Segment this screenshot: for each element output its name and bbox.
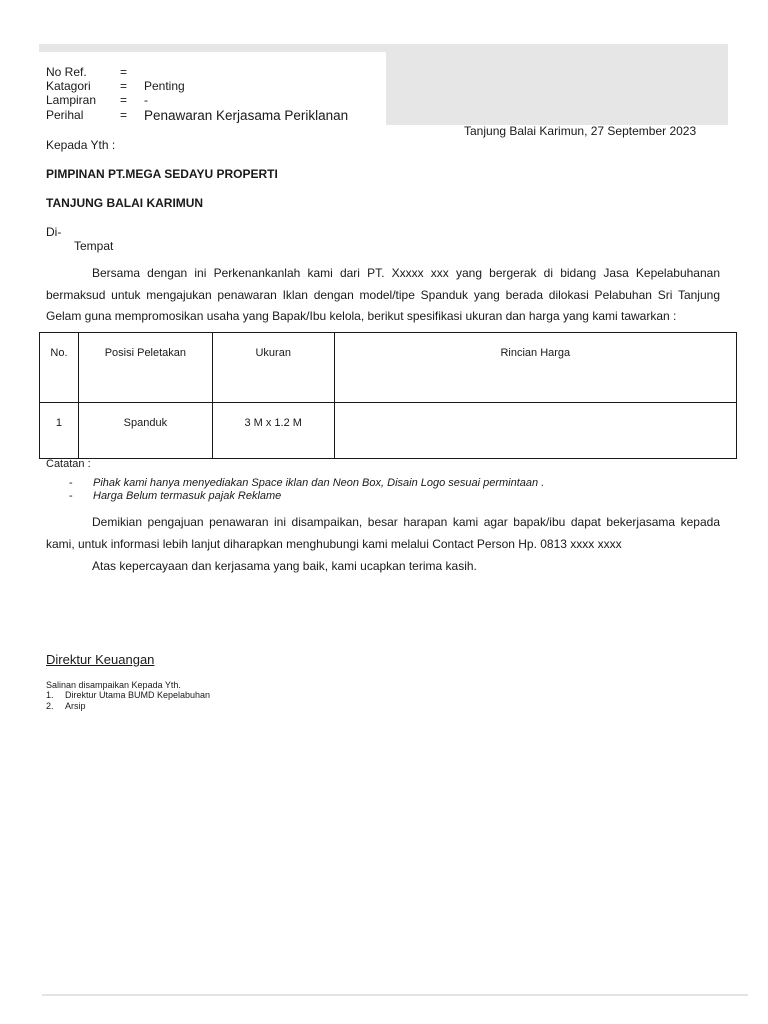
meta-key: Katagori (46, 79, 91, 93)
intro-paragraph (46, 263, 720, 328)
closing-text: Demikian pengajuan penawaran ini disampaikan, besar harapan kami agar bapak/ibu dapat bekerjasama kepada kami, untuk informasi lebih lanjut diharapkan menghubungi kami melalui Contact Person Hp. 0813 xxxx xxxx (46, 515, 720, 551)
bullet-dash-icon: - (69, 477, 73, 489)
meta-key: Perihal (46, 108, 84, 122)
recipient-name: PIMPINAN PT.MEGA SEDAYU PROPERTI (46, 167, 278, 181)
table-header-row (40, 333, 737, 403)
cc-item (46, 690, 210, 701)
note-item: Pihak kami hanya menyediakan Space iklan dan Neon Box, Disain Logo sesuai permintaan . (93, 477, 545, 489)
cc-item-number: 1. (46, 690, 54, 700)
meta-key: No Ref. (46, 65, 87, 79)
intro-text: Bersama dengan ini Perkenankanlah kami dari PT. Xxxxx xxx yang bergerak di bidang Jasa Kepelabuhanan bermaksud untuk mengajukan penawaran Iklan dengan model/tipe Spanduk yang berada dilokasi Pelabuhan Sri Tanjung Gelam guna mempromosikan usaha yang Bapak/Ibu kelola, berikut spesifikasi ukuran dan harga yang kami tawarkan : (46, 266, 720, 323)
meta-sep: = (120, 93, 128, 107)
cell-position: Spanduk (78, 402, 212, 458)
table-row (40, 402, 737, 458)
header-shade-right (386, 44, 728, 125)
cc-label: Salinan disampaikan Kepada Yth. (46, 680, 181, 690)
cell-no: 1 (40, 402, 79, 458)
cc-item (46, 701, 86, 712)
meta-value: - (144, 93, 148, 107)
letter-date: Tanjung Balai Karimun, 27 September 2023 (464, 124, 697, 138)
cc-item-text: Arsip (65, 701, 86, 711)
cell-price (334, 402, 736, 458)
thanks-paragraph (46, 556, 720, 578)
salutation: Kepada Yth : (46, 138, 116, 152)
closing-paragraph (46, 512, 720, 555)
cell-size: 3 M x 1.2 M (212, 402, 334, 458)
meta-value: Penawaran Kerjasama Periklanan (144, 108, 349, 123)
meta-sep: = (120, 79, 128, 93)
recipient-city: TANJUNG BALAI KARIMUN (46, 196, 204, 210)
signature-title: Direktur Keuangan (46, 652, 155, 667)
th-price: Rincian Harga (334, 333, 736, 403)
meta-key: Lampiran (46, 93, 97, 107)
spec-table (39, 332, 737, 459)
meta-sep: = (120, 108, 128, 122)
cc-item-number: 2. (46, 701, 54, 711)
meta-sep: = (120, 65, 128, 79)
th-size: Ukuran (212, 333, 334, 403)
cc-item-text: Direktur Utama BUMD Kepelabuhan (65, 690, 211, 700)
recipient-di: Di- (46, 225, 62, 239)
note-item: Harga Belum termasuk pajak Reklame (93, 490, 282, 502)
meta-value: Penting (144, 79, 185, 93)
bullet-dash-icon: - (69, 490, 73, 502)
footer-divider (42, 994, 748, 996)
thanks-text: Atas kepercayaan dan kerjasama yang baik, kami ucapkan terima kasih. (92, 559, 477, 573)
th-no: No. (40, 333, 79, 403)
recipient-place: Tempat (74, 239, 114, 253)
th-position: Posisi Peletakan (78, 333, 212, 403)
notes-label: Catatan : (46, 458, 91, 470)
